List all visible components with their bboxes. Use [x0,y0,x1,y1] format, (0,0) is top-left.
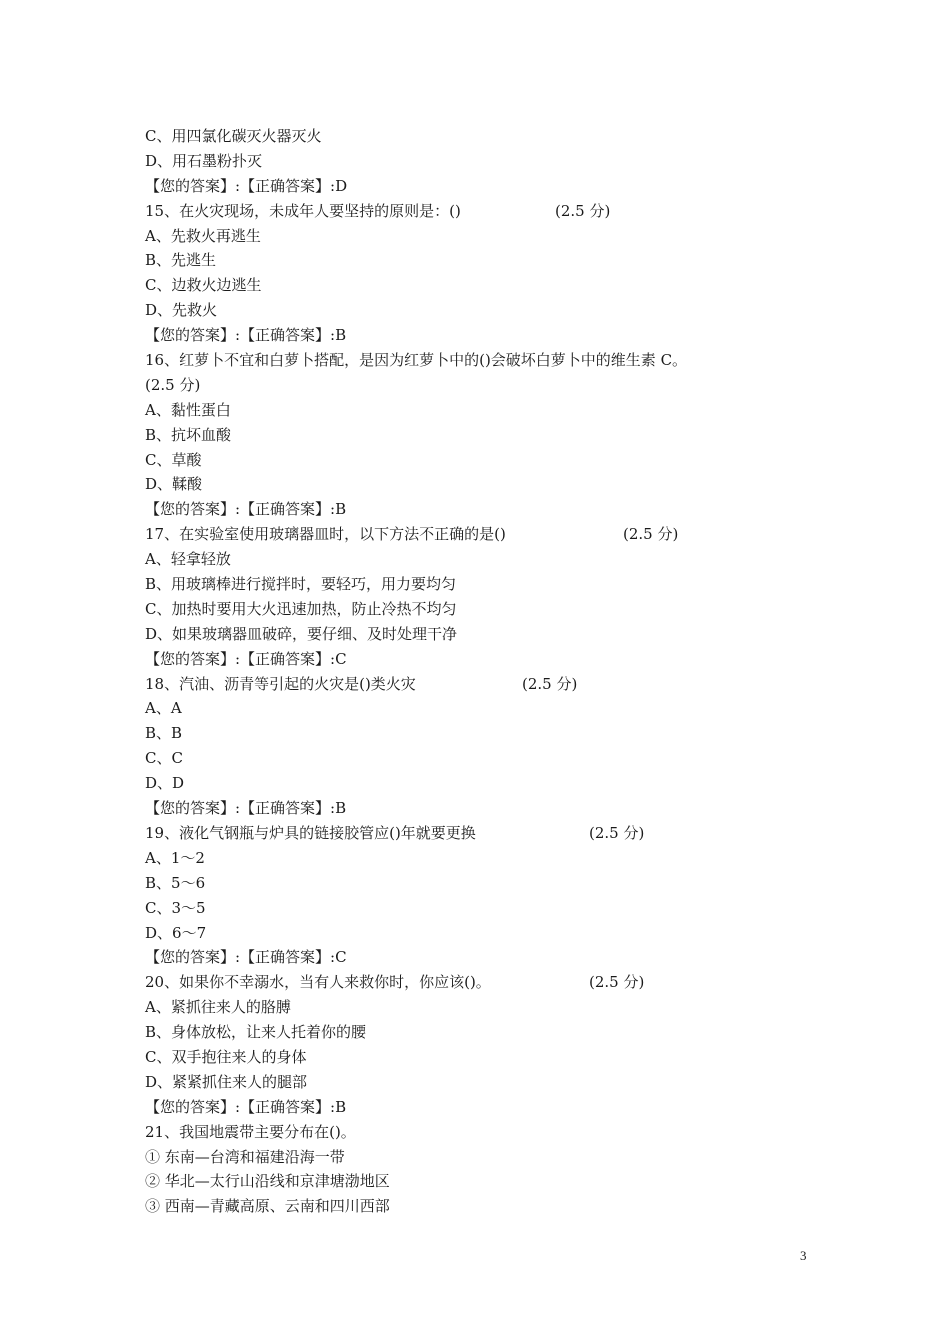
line-text: ② 华北—太行山沿线和京津塘渤地区 [145,1172,390,1191]
text-line [145,572,845,597]
line-text: A、黏性蛋白 [145,400,231,419]
text-line [145,1145,845,1170]
line-text: C、边救火边逃生 [145,276,262,295]
question-list [145,124,845,1219]
line-text: D、先救火 [145,301,218,320]
text-line [145,696,845,721]
text-line [145,921,845,946]
line-text: A、A [145,699,182,718]
line-text: B、身体放松，让来人托着你的腰 [145,1023,367,1042]
text-line [145,1045,845,1070]
line-text: C、双手抱往来人的身体 [145,1047,307,1066]
line-text: C、草酸 [145,450,202,469]
score-label: (2.5 分) [623,525,679,544]
text-line [145,1020,845,1045]
text-line [145,1169,845,1194]
line-text: C、3～5 [145,898,206,917]
line-text: B、先逃生 [145,251,217,270]
line-text: D、紧紧抓住来人的腿部 [145,1072,308,1091]
line-text: D、用石墨粉扑灭 [145,151,263,170]
text-line [145,373,845,398]
text-line [145,746,845,771]
text-line [145,472,845,497]
line-text: A、先救火再逃生 [145,226,261,245]
line-text: A、轻拿轻放 [145,550,231,569]
line-text: 20、如果你不幸溺水，当有人来救你时，你应该()。 [145,973,491,992]
text-line [145,248,845,273]
line-text: A、紧抓往来人的胳膊 [145,998,291,1017]
text-line [145,970,845,995]
text-line [145,522,845,547]
text-line [145,1194,845,1219]
line-text: 【您的答案】:【正确答案】:B [145,326,347,345]
text-line [145,348,845,373]
line-text: 【您的答案】:【正确答案】:B [145,799,347,818]
line-text: (2.5 分) [145,375,201,394]
line-text: 18、汽油、沥青等引起的火灾是()类火灾 [145,674,416,693]
line-text: A、1～2 [145,848,205,867]
line-text: ③ 西南—青藏高原、云南和四川西部 [145,1197,390,1216]
text-line [145,721,845,746]
line-text: 17、在实验室使用玻璃器皿时，以下方法不正确的是() [145,525,506,544]
line-text: 19、液化气钢瓶与炉具的链接胶管应()年就要更换 [145,823,476,842]
text-line [145,423,845,448]
score-label: (2.5 分) [522,674,578,693]
line-text: 【您的答案】:【正确答案】:B [145,500,347,519]
line-text: C、用四氯化碳灭火器灭火 [145,127,322,145]
line-text: 15、在火灾现场，未成年人要坚持的原则是：() [145,201,461,220]
text-line [145,448,845,473]
score-label: (2.5 分) [589,823,645,842]
text-line [145,995,845,1020]
line-text: B、抗坏血酸 [145,425,232,444]
line-text: 【您的答案】:【正确答案】:C [145,948,347,967]
text-line [145,398,845,423]
text-line [145,323,845,348]
text-line [145,1095,845,1120]
text-line [145,1120,845,1145]
line-text: 21、我国地震带主要分布在()。 [145,1122,356,1141]
text-line [145,224,845,249]
text-line [145,298,845,323]
line-text: 【您的答案】:【正确答案】:C [145,649,347,668]
text-line [145,124,845,149]
text-line [145,672,845,697]
line-text: ① 东南—台湾和福建沿海一带 [145,1147,345,1166]
text-line [145,149,845,174]
text-line [145,199,845,224]
line-text: D、6～7 [145,923,207,942]
text-line [145,647,845,672]
text-line [145,174,845,199]
line-text: B、用玻璃棒进行搅拌时，要轻巧，用力要均匀 [145,575,457,594]
text-line [145,497,845,522]
text-line [145,547,845,572]
line-text: C、加热时要用大火迅速加热，防止冷热不均匀 [145,599,457,618]
line-text: B、B [145,724,183,743]
text-line [145,771,845,796]
line-text: 【您的答案】:【正确答案】:D [145,176,348,195]
line-text: C、C [145,749,183,768]
text-line [145,622,845,647]
text-line [145,945,845,970]
line-text: B、5～6 [145,873,206,892]
line-text: D、D [145,774,185,793]
text-line [145,846,845,871]
text-line [145,796,845,821]
page-number: 3 [800,1248,807,1263]
score-label: (2.5 分) [555,201,611,220]
text-line [145,821,845,846]
line-text: D、如果玻璃器皿破碎，要仔细、及时处理干净 [145,624,458,643]
text-line [145,1070,845,1095]
line-text: 【您的答案】:【正确答案】:B [145,1097,347,1116]
score-label: (2.5 分) [589,973,645,992]
text-line [145,597,845,622]
text-line [145,871,845,896]
text-line [145,896,845,921]
line-text: 16、红萝卜不宜和白萝卜搭配，是因为红萝卜中的()会破坏白萝卜中的维生素 C。 [145,351,688,370]
text-line [145,273,845,298]
line-text: D、鞣酸 [145,475,203,494]
